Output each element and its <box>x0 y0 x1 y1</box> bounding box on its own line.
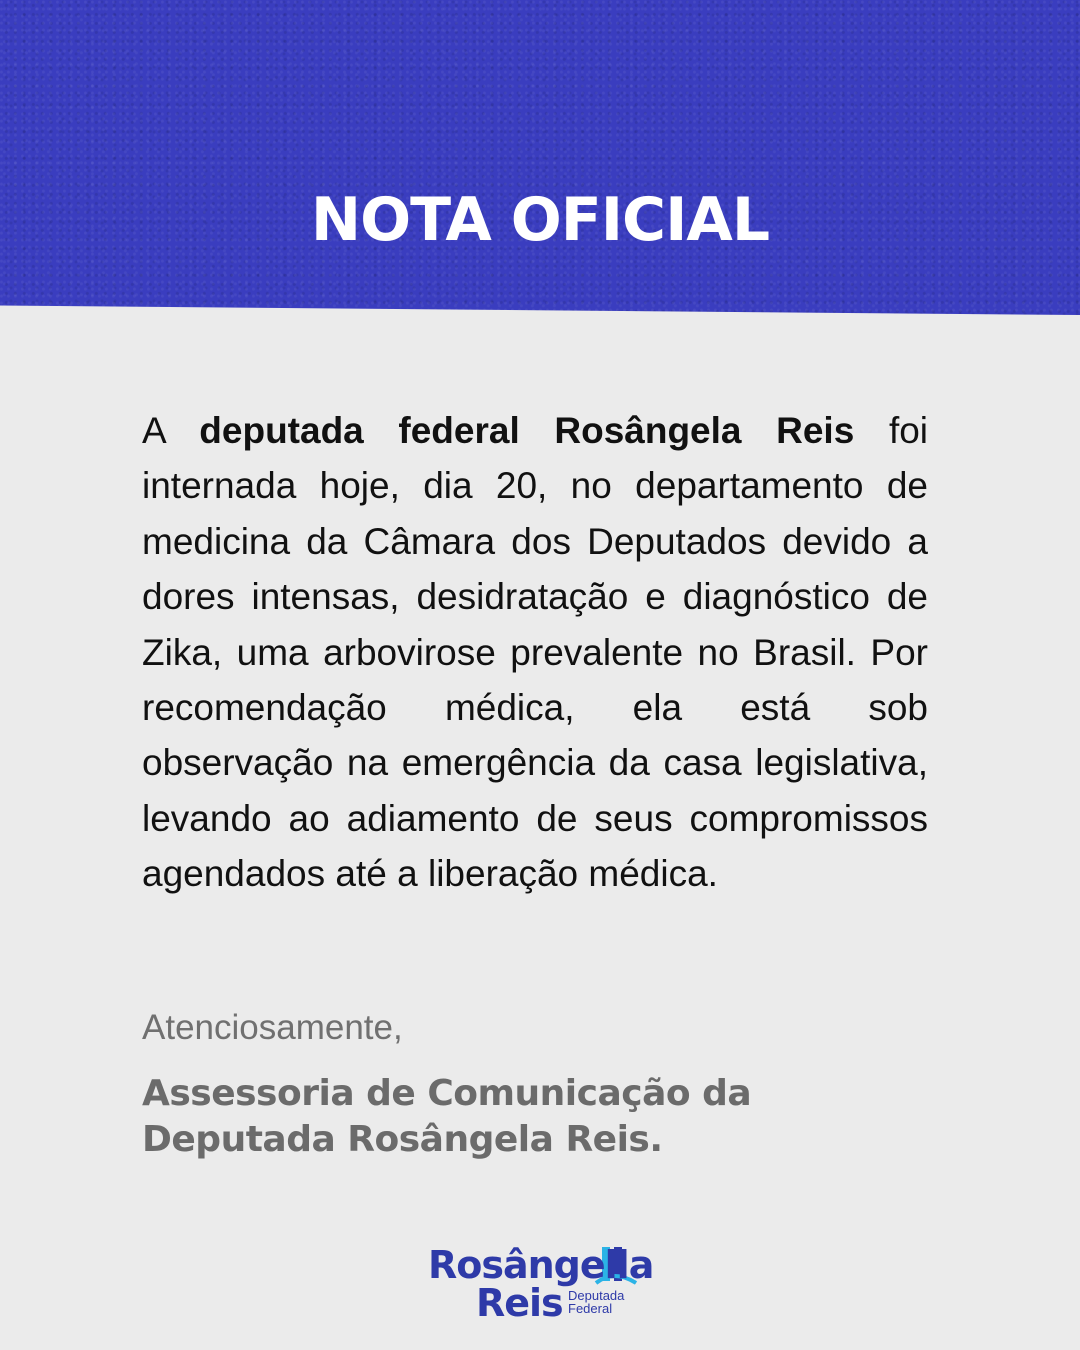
page-title: NOTA OFICIAL <box>310 185 770 255</box>
logo-name-line-1: Rosângella <box>428 1243 654 1287</box>
logo-subtitle-line-2: Federal <box>568 1301 613 1316</box>
statement-text <box>142 403 928 902</box>
brand-logo <box>428 1243 654 1325</box>
signature-line-1: Assessoria de Comunicação da <box>142 1073 752 1114</box>
signature-line-2: Deputada Rosângela Reis. <box>142 1119 663 1160</box>
logo-subtitle <box>568 1289 648 1315</box>
closing-text: Atenciosamente, <box>142 1008 403 1047</box>
signature <box>142 1071 942 1163</box>
logo-subtitle-line-1: Deputada <box>568 1288 625 1303</box>
statement-rest: foi internada hoje, dia 20, no departamento de medicina da Câmara dos Deputados devido a dores intensas, desidratação e diagnóstico de Zika, uma arbovirose prevalente no Brasil. Por recomendação médica, ela está sob observação na emergência da casa legislativa, levando ao adiamento de seus compromissos agendados até a liberação médica. <box>142 410 929 895</box>
statement-intro: A <box>142 410 165 451</box>
logo-name-line-2: Reis <box>476 1281 563 1325</box>
statement-bold-name: deputada federal Rosângela Reis <box>199 410 855 451</box>
header-banner <box>0 0 1080 315</box>
